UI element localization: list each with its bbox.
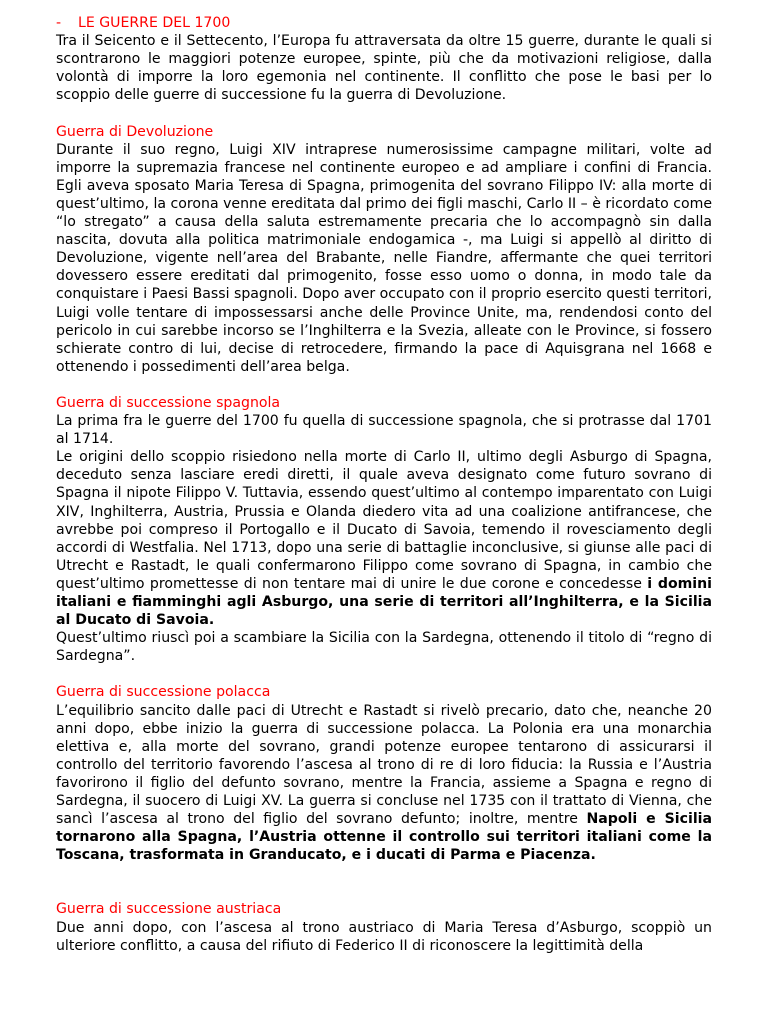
section-heading-polacca: Guerra di successione polacca (56, 684, 271, 701)
devoluzione-paragraph: Durante il suo regno, Luigi XIV intraprese numerosissime campagne militari, volte ad imporre la supremazia francese nel continente europeo e ad ampliare i confini di Francia. Egli aveva sposato Maria Teresa di Spagna, primogenita del sovrano Filippo IV: alla morte di quest’ultimo, la corona venne ereditata dal primo dei figli maschi, Carlo II – è ricordato come “lo stregato” a causa della saluta estremamente precaria che lo accompagnò sin dalla nascita, dovuta alla politica matrimoniale endogamica -, ma Luigi si appellò al diritto di Devoluzione, vigente nell’area del Brabante, nelle Fiandre, affermante che quei territori dovessero essere ereditati dal primogenito, fosse esso uomo o donna, in modo tale da conquistare i Paesi Bassi spagnoli. Dopo aver occupato con il proprio esercito questi territori, Luigi volle tentare di impossessarsi anche delle Province Unite, ma, rendendosi conto del pericolo in cui sarebbe incorso se l’Inghilterra e la Svezia, alleate con le Province, si fossero schierate contro di lui, decise di retrocedere, firmando la pace di Aquisgrana nel 1668 e ottenendo i possedimenti dell’area belga. (56, 141, 712, 375)
section-heading-austriaca: Guerra di successione austriaca (56, 901, 282, 918)
polacca-text: L’equilibrio sancito dalle paci di Utrecht e Rastadt si rivelò precario, dato che, neanche 20 anni dopo, ebbe inizio la guerra di successione polacca. La Polonia era una monarchia elettiva e, alla morte del sovrano, grandi potenze europee tentarono di assicurarsi il controllo del territorio favorendo l’ascesa al trono di re di loro fiducia: la Russia e l’Austria favorirono il figlio del defunto sovrano, mentre la Francia, assieme a Spagna e regno di Sardegna, il suocero di Luigi XV. La guerra si concluse nel 1735 con il trattato di Vienna, che sancì l’ascesa al trono del figlio del sovrano defunto; inoltre, mentre (56, 702, 712, 828)
section-heading-spagnola: Guerra di successione spagnola (56, 394, 281, 411)
intro-paragraph: Tra il Seicento e il Settecento, l’Europa fu attraversata da oltre 15 guerre, durante le quali si scontrarono le maggiori potenze europee, spinte, più che da motivazioni religiose, dalla volontà di imporre la loro egemonia nel continente. Il conflitto che pose le basi per lo scoppio delle guerre di successione fu la guerra di Devoluzione. (56, 33, 712, 104)
austriaca-paragraph: Due anni dopo, con l’ascesa al trono austriaco di Maria Teresa d’Asburgo, scoppiò un ulteriore conflitto, a causa del rifiuto di Federico II di riconoscere la legittimità della (56, 919, 712, 954)
title-text: LE GUERRE DEL 1700 (78, 15, 231, 31)
spagnola-paragraph-2 (56, 448, 712, 629)
spagnola-paragraph-3: Quest’ultimo riuscì poi a scambiare la Sicilia con la Sardegna, ottenendo il titolo di “regno di Sardegna”. (56, 630, 712, 665)
document-page (56, 14, 712, 955)
polacca-paragraph (56, 702, 712, 865)
spagnola-text: Le origini dello scoppio risiedono nella morte di Carlo II, ultimo degli Asburgo di Spagna, deceduto senza lasciare eredi diretti, il quale aveva designato come futuro sovrano di Spagna il nipote Filippo V. Tuttavia, essendo quest’ultimo al contempo imparentato con Luigi XIV, Inghilterra, Austria, Prussia e Olanda diedero vita ad una coalizione antifrancese, che avrebbe poi compreso il Portogallo e il Ducato di Savoia, temendo il rovesciamento degli accordi di Westfalia. Nel 1713, dopo una serie di battaglie inconclusive, si giunse alle paci di Utrecht e Rastadt, le quali confermarono Filippo come sovrano di Spagna, in cambio che quest’ultimo promettesse di non tentare mai di unire le due corone e concedesse (56, 449, 712, 592)
spagnola-bold-text: i domini italiani e fiamminghi agli Asburgo, una serie di territori all’Inghilterra, e la Sicilia al Ducato di Savoia. (56, 575, 713, 629)
title-dash: - (56, 15, 62, 31)
spagnola-paragraph-1: La prima fra le guerre del 1700 fu quella di successione spagnola, che si protrasse dal 1701 al 1714. (56, 413, 712, 448)
polacca-bold-text: Napoli e Sicilia tornarono alla Spagna, l’Austria ottenne il controllo sui territori italiani come la Toscana, trasformata in Granducato, e i ducati di Parma e Piacenza. (56, 811, 712, 864)
section-heading-devoluzione: Guerra di Devoluzione (56, 123, 214, 140)
document-title (56, 14, 712, 32)
